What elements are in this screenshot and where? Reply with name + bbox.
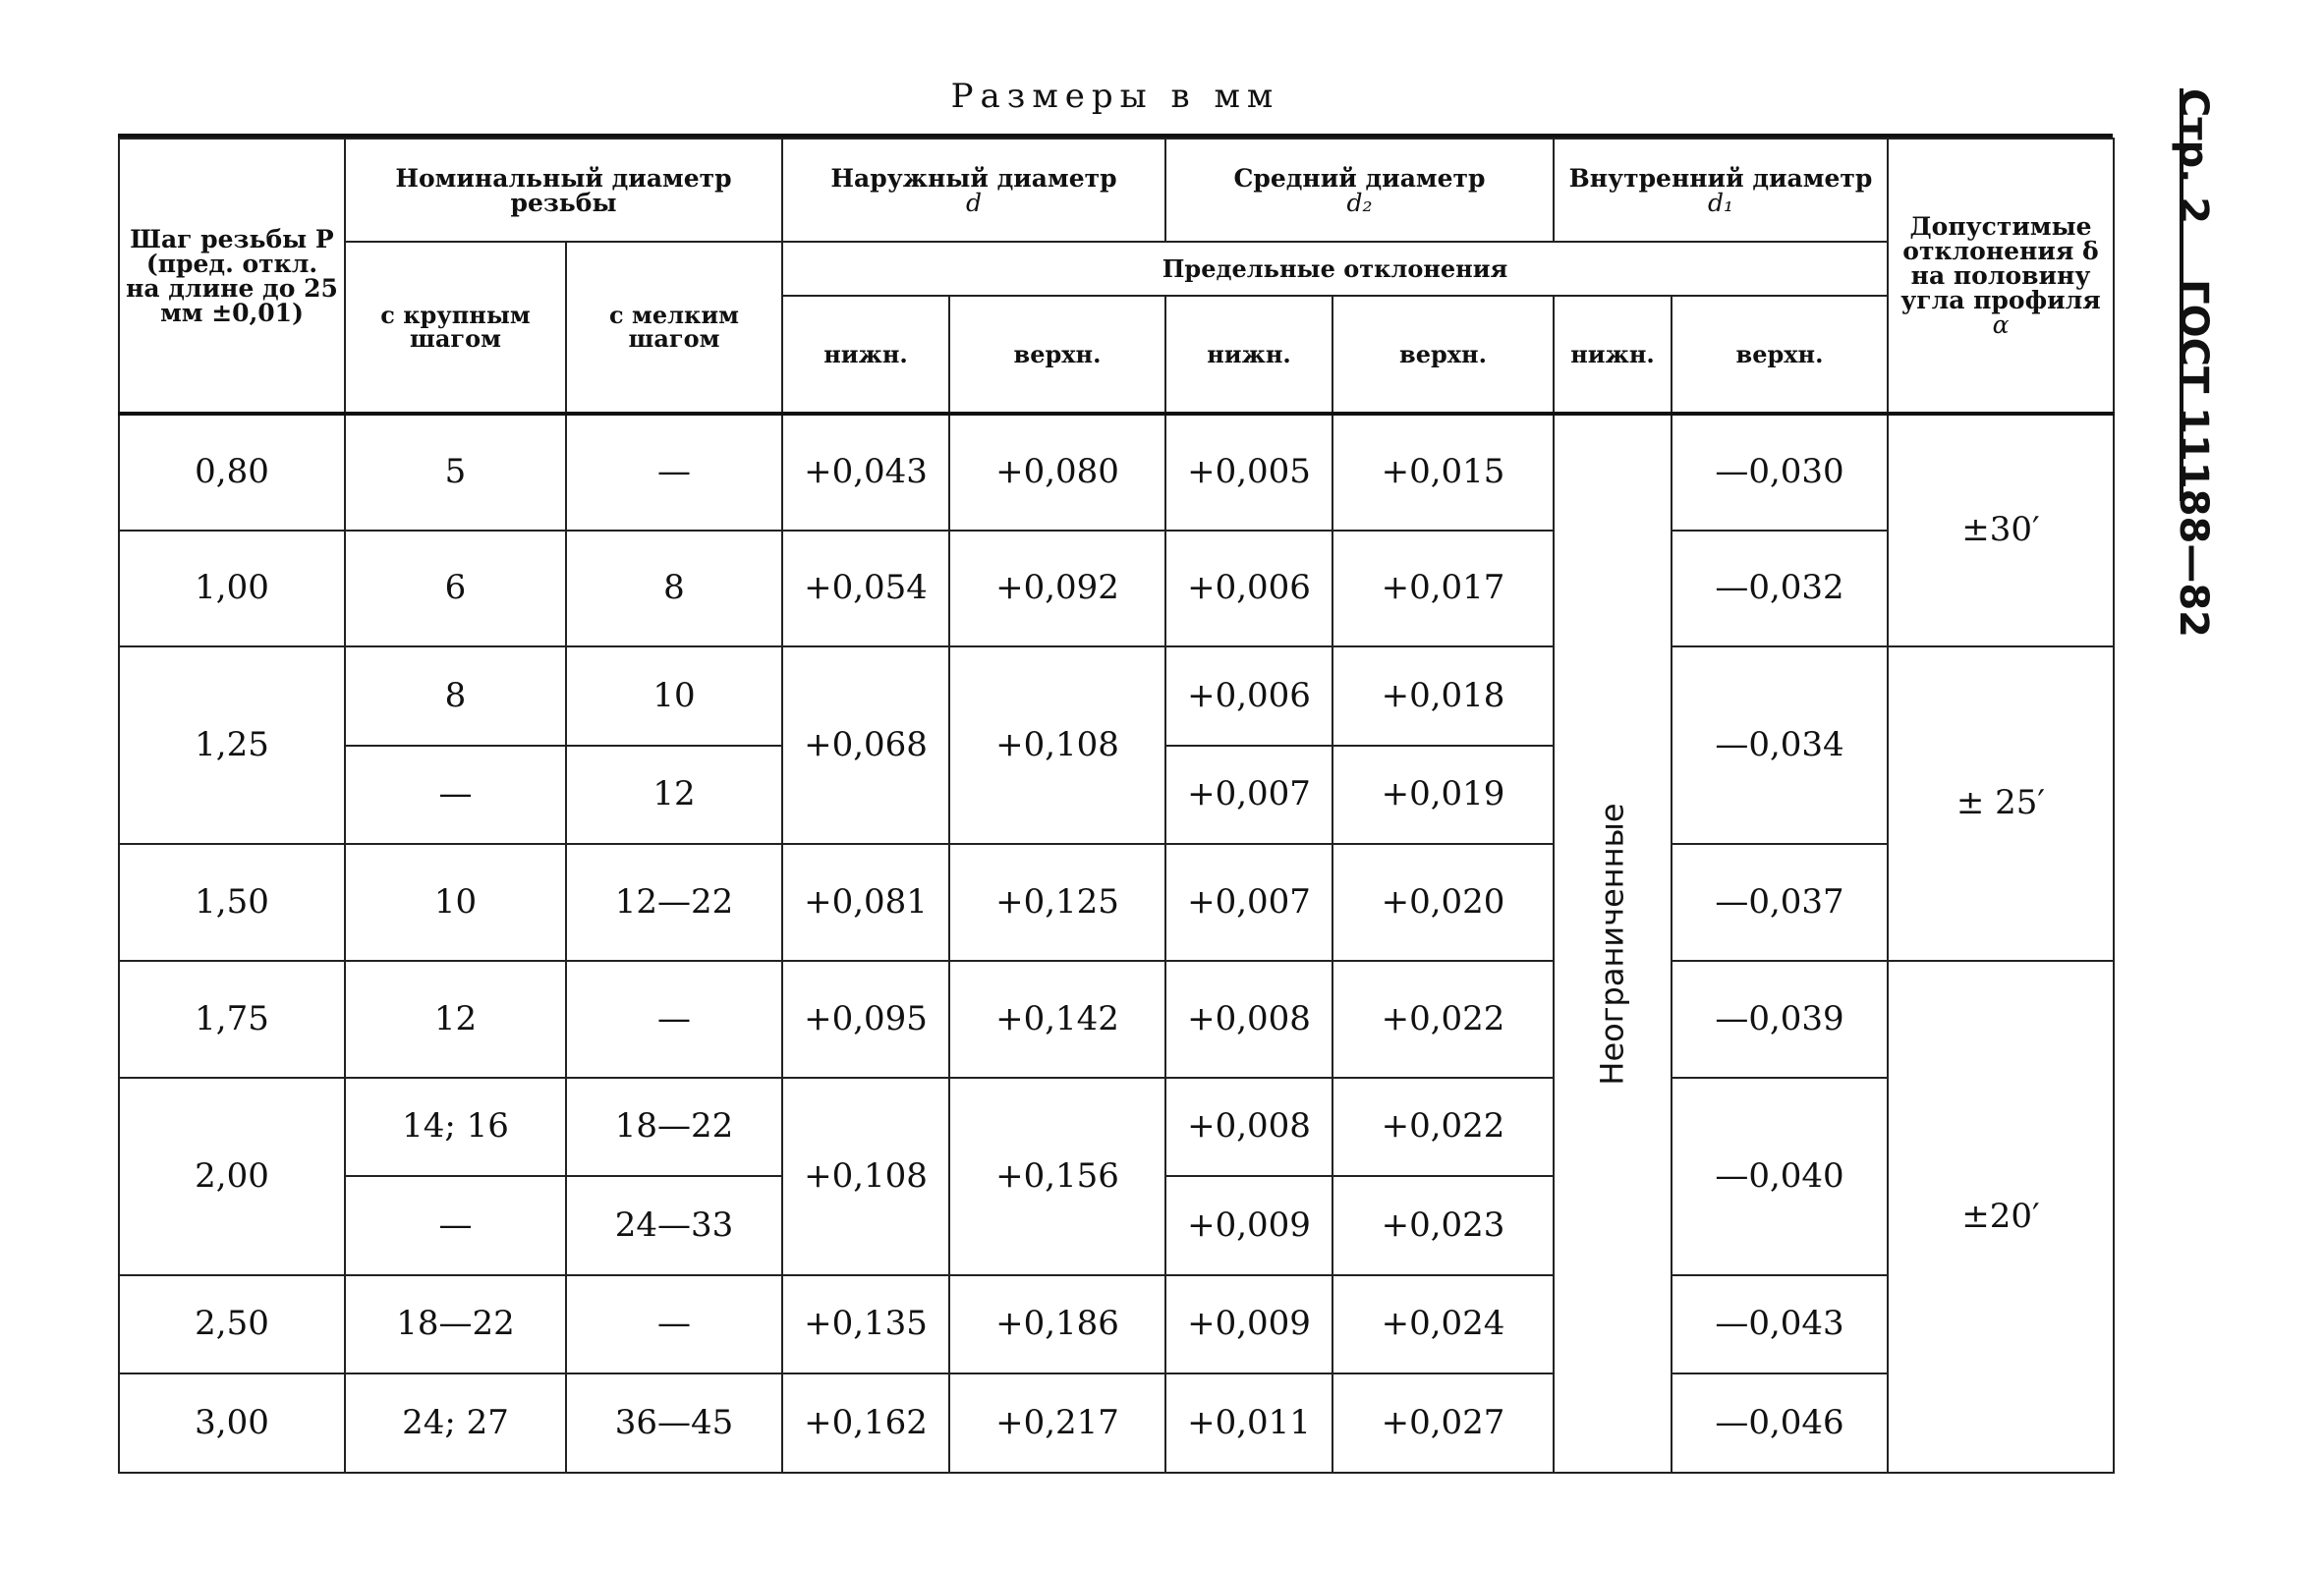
d2-upper-header: верхн.	[1332, 296, 1554, 414]
fine-cell: 12	[566, 746, 782, 845]
d2-lower-cell: +0,008	[1165, 1078, 1332, 1177]
d2-lower-cell: +0,006	[1165, 531, 1332, 647]
outer-diameter-symbol: d	[965, 188, 982, 217]
angle-tolerance-label: Допустимые отклонения δ на половину угла профиля	[1900, 212, 2101, 314]
angle-symbol: α	[1992, 310, 2010, 339]
d-upper-cell: +0,080	[949, 414, 1165, 531]
d-upper-cell: +0,125	[949, 844, 1165, 961]
d-upper-cell: +0,186	[949, 1275, 1165, 1374]
d1-upper-cell: —0,037	[1672, 844, 1888, 961]
fine-cell: 8	[566, 531, 782, 647]
d-lower-cell: +0,081	[782, 844, 949, 961]
angle-tolerance-cell: ±20′	[1888, 961, 2114, 1473]
nominal-diameter-header: Номинальный диаметр резьбы	[345, 139, 782, 242]
d2-lower-cell: +0,011	[1165, 1373, 1332, 1473]
pitch-cell: 2,50	[119, 1275, 345, 1374]
mean-diameter-header	[1165, 139, 1554, 242]
angle-tolerance-cell: ±30′	[1888, 414, 2114, 646]
coarse-cell: 12	[345, 961, 566, 1078]
thread-tolerance-table	[118, 138, 2115, 1474]
unlimited-label: Неограниченные	[1593, 802, 1631, 1086]
d2-lower-cell: +0,009	[1165, 1176, 1332, 1275]
d2-lower-cell: +0,007	[1165, 844, 1332, 961]
d2-lower-header: нижн.	[1165, 296, 1332, 414]
d2-upper-cell: +0,017	[1332, 531, 1554, 647]
angle-tolerance-cell: ± 25′	[1888, 646, 2114, 961]
fine-cell: —	[566, 1275, 782, 1374]
d-upper-cell: +0,217	[949, 1373, 1165, 1473]
d-lower-cell: +0,162	[782, 1373, 949, 1473]
coarse-cell: —	[345, 746, 566, 845]
coarse-cell: 6	[345, 531, 566, 647]
pitch-cell: 1,00	[119, 531, 345, 647]
fine-cell: 24—33	[566, 1176, 782, 1275]
units-caption: Размеры в мм	[950, 77, 1280, 116]
outer-diameter-header	[782, 139, 1165, 242]
mean-diameter-symbol: d₂	[1346, 188, 1373, 217]
d2-lower-cell: +0,005	[1165, 414, 1332, 531]
d-upper-cell: +0,108	[949, 646, 1165, 844]
pitch-cell: 2,00	[119, 1078, 345, 1275]
d-upper-cell: +0,142	[949, 961, 1165, 1078]
d2-upper-cell: +0,020	[1332, 844, 1554, 961]
coarse-cell: 24; 27	[345, 1373, 566, 1473]
side-label	[2171, 88, 2216, 638]
coarse-cell: 10	[345, 844, 566, 961]
fine-cell: 36—45	[566, 1373, 782, 1473]
d-lower-cell: +0,095	[782, 961, 949, 1078]
d-lower-cell: +0,108	[782, 1078, 949, 1275]
coarse-cell: 18—22	[345, 1275, 566, 1374]
fine-cell: 10	[566, 646, 782, 746]
pitch-cell: 3,00	[119, 1373, 345, 1473]
d-lower-cell: +0,135	[782, 1275, 949, 1374]
d1-upper-cell: —0,032	[1672, 531, 1888, 647]
inner-diameter-symbol: d₁	[1707, 188, 1734, 217]
fine-cell: —	[566, 961, 782, 1078]
d2-lower-cell: +0,007	[1165, 746, 1332, 845]
pitch-header: Шаг резьбы P (пред. откл. на длине до 25 мм ±0,01)	[119, 139, 345, 414]
d1-upper-cell: —0,034	[1672, 646, 1888, 844]
d-upper-cell: +0,092	[949, 531, 1165, 647]
d-lower-cell: +0,043	[782, 414, 949, 531]
standard-number: ГОСТ 11188—82	[2171, 279, 2216, 639]
d1-upper-cell: —0,030	[1672, 414, 1888, 531]
d1-lower-header: нижн.	[1554, 296, 1672, 414]
pitch-cell: 1,50	[119, 844, 345, 961]
d2-upper-cell: +0,023	[1332, 1176, 1554, 1275]
inner-diameter-header	[1554, 139, 1888, 242]
d-lower-header: нижн.	[782, 296, 949, 414]
d2-lower-cell: +0,008	[1165, 961, 1332, 1078]
coarse-pitch-header: с крупным шагом	[345, 242, 566, 414]
pitch-cell: 0,80	[119, 414, 345, 531]
d1-upper-cell: —0,040	[1672, 1078, 1888, 1275]
coarse-cell: 5	[345, 414, 566, 531]
pitch-cell: 1,25	[119, 646, 345, 844]
d1-upper-header: верхн.	[1672, 296, 1888, 414]
d-lower-cell: +0,068	[782, 646, 949, 844]
d2-upper-cell: +0,022	[1332, 961, 1554, 1078]
d2-lower-cell: +0,009	[1165, 1275, 1332, 1374]
fine-cell: 18—22	[566, 1078, 782, 1177]
d2-upper-cell: +0,018	[1332, 646, 1554, 746]
d2-upper-cell: +0,015	[1332, 414, 1554, 531]
d2-lower-cell: +0,006	[1165, 646, 1332, 746]
d1-upper-cell: —0,039	[1672, 961, 1888, 1078]
d1-upper-cell: —0,046	[1672, 1373, 1888, 1473]
limit-deviations-header: Предельные отклонения	[782, 242, 1888, 296]
d2-upper-cell: +0,019	[1332, 746, 1554, 845]
coarse-cell: 8	[345, 646, 566, 746]
d-lower-cell: +0,054	[782, 531, 949, 647]
d2-upper-cell: +0,027	[1332, 1373, 1554, 1473]
d2-upper-cell: +0,024	[1332, 1275, 1554, 1374]
d-upper-header: верхн.	[949, 296, 1165, 414]
inner-diameter-label: Внутренний диаметр	[1568, 163, 1873, 193]
fine-pitch-header: с мелким шагом	[566, 242, 782, 414]
d1-upper-cell: —0,043	[1672, 1275, 1888, 1374]
pitch-cell: 1,75	[119, 961, 345, 1078]
fine-cell: 12—22	[566, 844, 782, 961]
mean-diameter-label: Средний диаметр	[1233, 163, 1486, 193]
coarse-cell: 14; 16	[345, 1078, 566, 1177]
d-upper-cell: +0,156	[949, 1078, 1165, 1275]
fine-cell: —	[566, 414, 782, 531]
outer-diameter-label: Наружный диаметр	[830, 163, 1117, 193]
page-number: Стр. 2	[2171, 88, 2216, 225]
d2-upper-cell: +0,022	[1332, 1078, 1554, 1177]
angle-tolerance-header	[1888, 139, 2114, 414]
coarse-cell: —	[345, 1176, 566, 1275]
d1-lower-unlimited	[1554, 414, 1672, 1473]
